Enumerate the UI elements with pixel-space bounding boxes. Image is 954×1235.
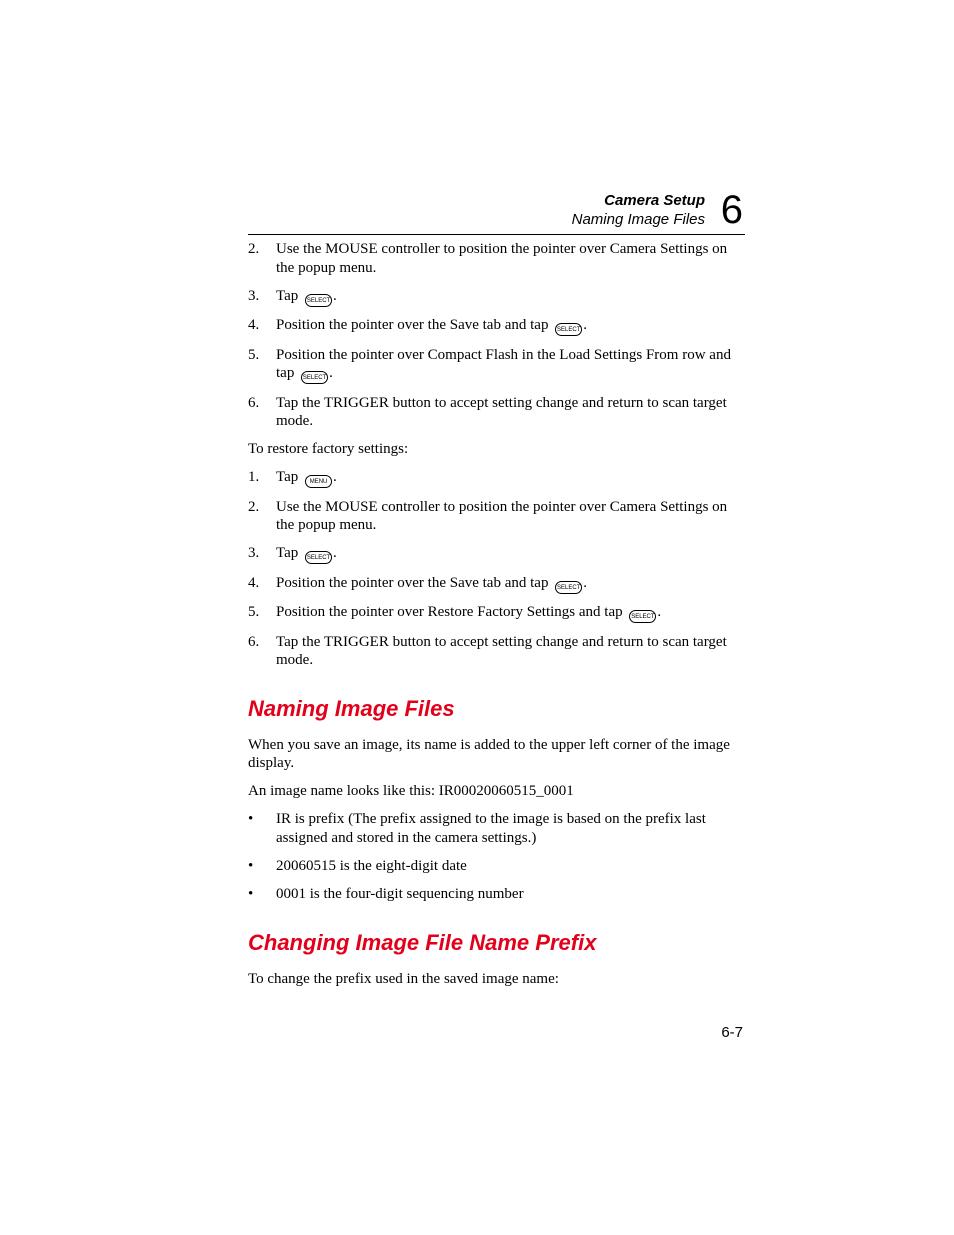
list-item [248, 498, 738, 535]
step-end: . [657, 604, 662, 620]
page-number: 6-7 [721, 1024, 743, 1041]
list-item [248, 857, 738, 876]
step-end: . [329, 365, 333, 381]
select-key-icon: SELECT [555, 581, 582, 594]
select-key-icon: SELECT [629, 610, 656, 623]
bullet-icon: • [248, 857, 254, 874]
step-text: Tap [276, 287, 299, 304]
step-text: Tap [276, 469, 299, 485]
step-text: Tap the TRIGGER button to accept setting change and return to scan target mode. [276, 633, 727, 668]
step-text: Position the pointer over the Save tab and tap [276, 317, 549, 333]
step-number: 4. [248, 574, 260, 591]
step-text: Tap the TRIGGER button to accept setting change and return to scan target mode. [276, 394, 727, 429]
menu-key-icon: MENU [305, 475, 332, 488]
step-text: Tap [276, 545, 299, 561]
list-item [248, 544, 738, 564]
steps-list-restore [248, 468, 738, 670]
step-text: Position the pointer over Restore Factory Settings and tap [276, 604, 623, 620]
bullet-text: 0001 is the four-digit sequencing number [276, 885, 524, 902]
list-item [248, 603, 738, 623]
step-end: . [583, 317, 587, 333]
bullet-icon: • [248, 885, 254, 902]
list-item [248, 287, 738, 307]
step-text: Use the MOUSE controller to position the pointer over Camera Settings on the popup menu. [276, 241, 728, 276]
select-key-icon: SELECT [301, 371, 328, 384]
step-number: 5. [248, 346, 260, 363]
bullet-icon: • [248, 811, 254, 827]
step-end: . [583, 574, 587, 591]
select-key-icon: SELECT [305, 551, 332, 564]
step-number: 1. [248, 469, 260, 485]
list-item [248, 394, 738, 431]
select-key-icon: SELECT [555, 323, 582, 336]
step-number: 2. [248, 498, 260, 515]
naming-para-2: An image name looks like this: IR00020060515_0001 [248, 783, 574, 799]
select-key-icon: SELECT [305, 294, 332, 307]
restore-intro: To restore factory settings: [248, 441, 409, 457]
page-content [248, 240, 738, 998]
step-end: . [333, 469, 337, 485]
step-text: Position the pointer over Compact Flash in the Load Settings From row and tap [276, 346, 731, 381]
step-number: 6. [248, 633, 260, 650]
step-number: 5. [248, 604, 260, 620]
list-item [248, 468, 738, 488]
naming-heading: Naming Image Files [248, 695, 455, 721]
step-text: Position the pointer over the Save tab and tap [276, 574, 549, 591]
step-number: 4. [248, 317, 260, 333]
naming-para-1: When you save an image, its name is added to the upper left corner of the image display. [248, 736, 730, 771]
step-number: 3. [248, 287, 260, 304]
chapter-number: 6 [720, 188, 743, 232]
prefix-para: To change the prefix used in the saved image name: [248, 971, 559, 987]
step-end: . [333, 545, 337, 561]
step-number: 6. [248, 394, 260, 411]
step-number: 2. [248, 241, 260, 257]
list-item [248, 633, 738, 670]
step-number: 3. [248, 545, 260, 561]
list-item [248, 574, 738, 594]
steps-list-load [248, 240, 738, 431]
section-title: Naming Image Files [571, 211, 705, 228]
list-item [248, 346, 738, 385]
step-end: . [333, 287, 337, 304]
header-text [572, 191, 705, 229]
list-item [248, 240, 738, 277]
list-item [248, 316, 738, 336]
chapter-title: Camera Setup [604, 192, 705, 209]
bullet-text: 20060515 is the eight-digit date [276, 857, 467, 874]
list-item [248, 810, 738, 847]
bullet-text: IR is prefix (The prefix assigned to the image is based on the prefix last assigned and stored in the camera settings.) [276, 811, 706, 846]
page-header [248, 190, 745, 235]
prefix-heading: Changing Image File Name Prefix [248, 930, 597, 955]
step-text: Use the MOUSE controller to position the pointer over Camera Settings on the popup menu. [276, 498, 728, 533]
list-item [248, 885, 738, 904]
naming-bullets [248, 810, 738, 903]
